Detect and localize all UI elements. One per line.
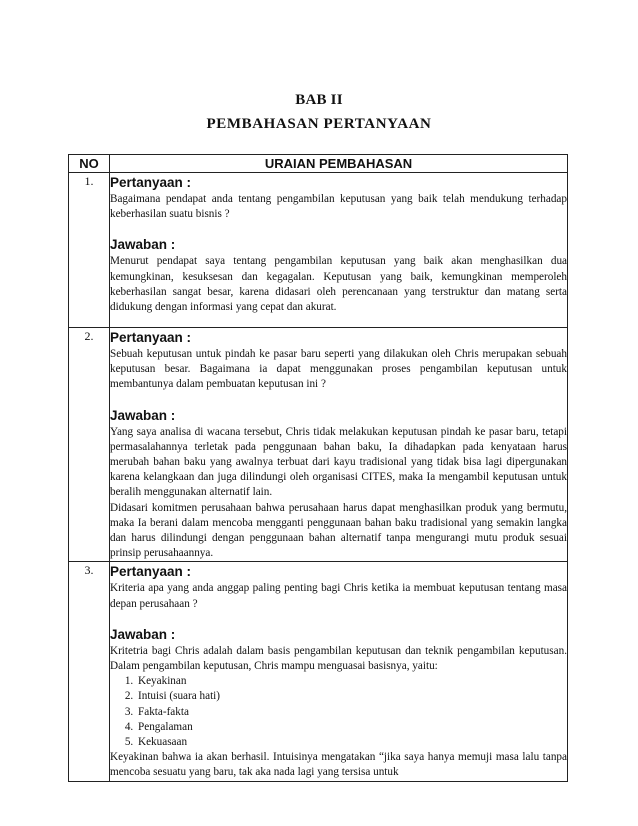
table-row (69, 562, 568, 781)
question-label: Pertanyaan : (110, 330, 192, 345)
question-text: Sebuah keputusan untuk pindah ke pasar baru seperti yang dilakukan oleh Chris merupakan sebuah keputusan besar. Bagaimana ia dapat menggunakan proses pengambilan keputusan untuk membantunya dalam pembuatan keputusan ini ? (110, 348, 567, 391)
question-text: Bagaimana pendapat anda tentang pengambilan keputusan yang baik telah mendukung terhadap keberhasilan suatu bisnis ? (110, 193, 567, 221)
row-number: 2. (69, 328, 110, 562)
list-item: 1. Keyakinan (136, 674, 567, 689)
question-label: Pertanyaan : (110, 564, 192, 580)
discussion-table (68, 154, 568, 782)
basis-list (110, 674, 567, 750)
question-label: Pertanyaan : (110, 175, 192, 190)
answer-text: Kritetria bagi Chris adalah dalam basis pengambilan keputusan dan teknik pengambilan keputusan. Dalam pengambilan keputusan, Chris mampu menguasai basisnya, yaitu: (110, 644, 567, 673)
list-item: 4. Pengalaman (136, 720, 567, 735)
chapter-subtitle: PEMBAHASAN PERTANYAAN (206, 116, 432, 132)
row-content (110, 173, 568, 328)
answer-text: Yang saya analisa di wacana tersebut, Chris tidak melakukan keputusan pindah ke pasar baru, tetapi permasalahannya terletak pada penggunaan bahan baku, Ia dihadapkan pada kenyataan harus merubah bahan baku yang awalnya terbuat dari kayu tradisional yang tidak bisa lagi dipergunakan karena kelangkaan dan juga dilindungi oleh organisasi CITES, maka Ia mengambil keputusan untuk beralih menggunakan alternatif lain. (110, 425, 567, 499)
answer-label: Jawaban : (110, 237, 176, 253)
table-header-row (69, 155, 568, 173)
row-content (110, 328, 568, 562)
header-no: NO (69, 155, 110, 173)
table-row (69, 173, 568, 328)
chapter-title: BAB II (295, 92, 343, 108)
answer-text: Keyakinan bahwa ia akan berhasil. Intuisinya mengatakan “jika saya hanya memuji masa lalu tanpa mencoba sesuatu yang baru, tak aka nada lagi yang tersisa untuk (110, 751, 567, 779)
row-number: 1. (69, 173, 110, 328)
list-item: 2. Intuisi (suara hati) (136, 689, 567, 704)
answer-text: Didasari komitmen perusahaan bahwa perusahaan harus dapat menghasilkan produk yang bermutu, maka Ia berani dalam mencoba mengganti penggunaan bahan baku tradisional yang semakin langka dan harus dilindungi dengan penggunaan bahan alternatif tanpa mengurangi mutu produk sesuai prinsip perusahaannya. (110, 501, 567, 560)
header-uraian: URAIAN PEMBAHASAN (110, 155, 568, 173)
answer-text: Menurut pendapat saya tentang pengambilan keputusan yang baik akan menghasilkan dua kemungkinan, kesuksesan dan kegagalan. Keputusan yang baik, kemungkinan memperoleh keberhasilan sangat besar, karena didasari oleh perencanaan yang terstruktur dan matang serta didukung dengan informasi yang cepat dan akurat. (110, 255, 567, 314)
row-number: 3. (69, 562, 110, 781)
row-content (110, 562, 568, 781)
table-row (69, 328, 568, 562)
list-item: 5. Kekuasaan (136, 735, 567, 750)
list-item: 3. Fakta-fakta (136, 705, 567, 720)
answer-label: Jawaban : (110, 407, 176, 423)
question-text: Kriteria apa yang anda anggap paling penting bagi Chris ketika ia membuat keputusan tentang masa depan perusahaan ? (110, 582, 567, 610)
answer-label: Jawaban : (110, 626, 176, 642)
